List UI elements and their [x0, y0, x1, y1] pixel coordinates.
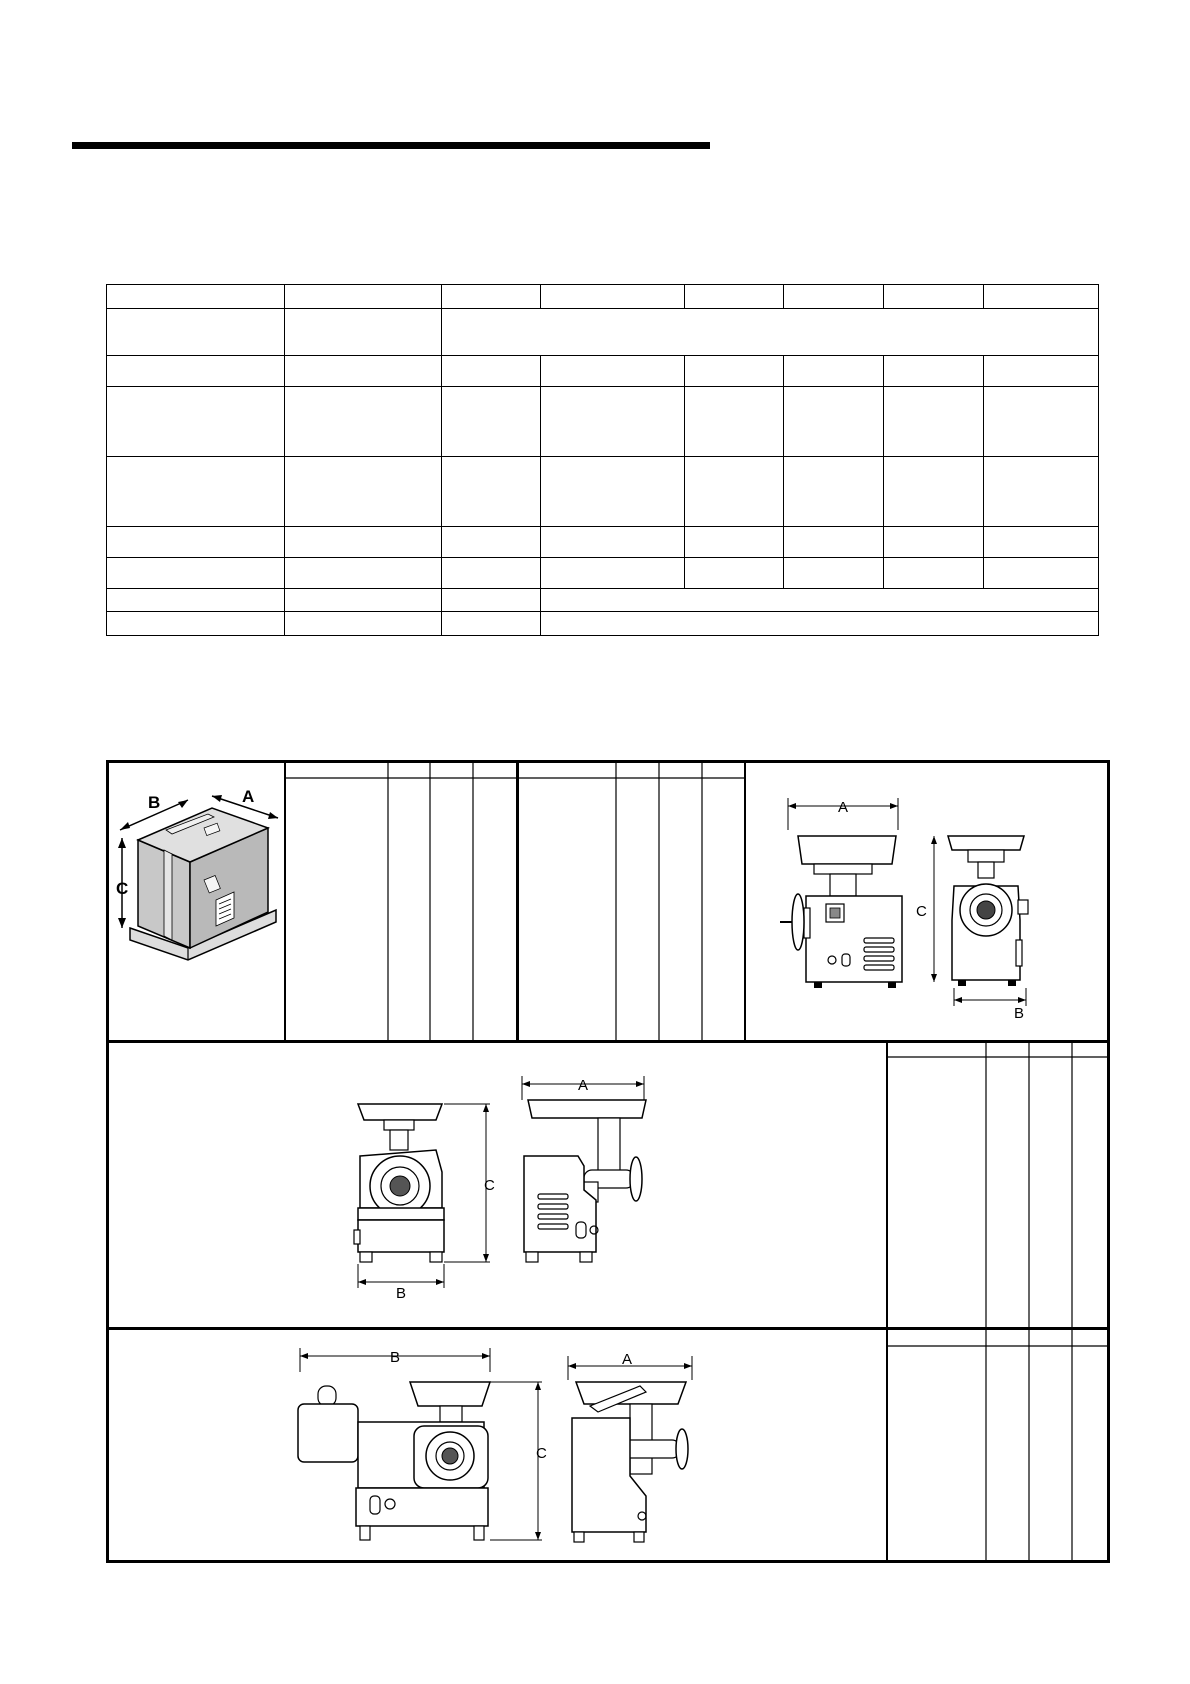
weights-grid-right [518, 762, 744, 1040]
bottom-unit-illustration [290, 1346, 730, 1556]
dim-label-c: C [536, 1445, 547, 1462]
dim-label-a: A [622, 1351, 633, 1368]
packaging-box-illustration [108, 770, 284, 970]
weights-grid-mid [888, 1043, 1108, 1327]
dim-label-a: A [578, 1077, 589, 1094]
dim-label-b: B [396, 1285, 407, 1302]
weights-grid-bottom [888, 1330, 1108, 1560]
dim-label-b: B [1014, 1005, 1025, 1022]
table-row [107, 309, 1099, 356]
table-row [107, 527, 1099, 558]
dim-label-c: C [116, 879, 129, 898]
dim-label-b: B [390, 1349, 401, 1366]
table-row [107, 589, 1099, 612]
table-row [107, 612, 1099, 636]
dim-label-a: A [242, 787, 255, 806]
dim-label-c: C [916, 903, 927, 920]
table-row [107, 558, 1099, 589]
dim-label-c: C [484, 1177, 495, 1194]
front-unit-illustration [770, 790, 1100, 1030]
table-row [107, 285, 1099, 309]
weights-grid-left [284, 762, 516, 1040]
table-row [107, 387, 1099, 457]
mid-unit-illustration [340, 1070, 680, 1320]
table-row [107, 457, 1099, 527]
dim-label-a: A [838, 799, 849, 816]
header-rule [72, 142, 710, 149]
specification-table [106, 284, 1099, 636]
divider [744, 762, 746, 1040]
table-row [107, 356, 1099, 387]
dim-label-b: B [148, 793, 161, 812]
